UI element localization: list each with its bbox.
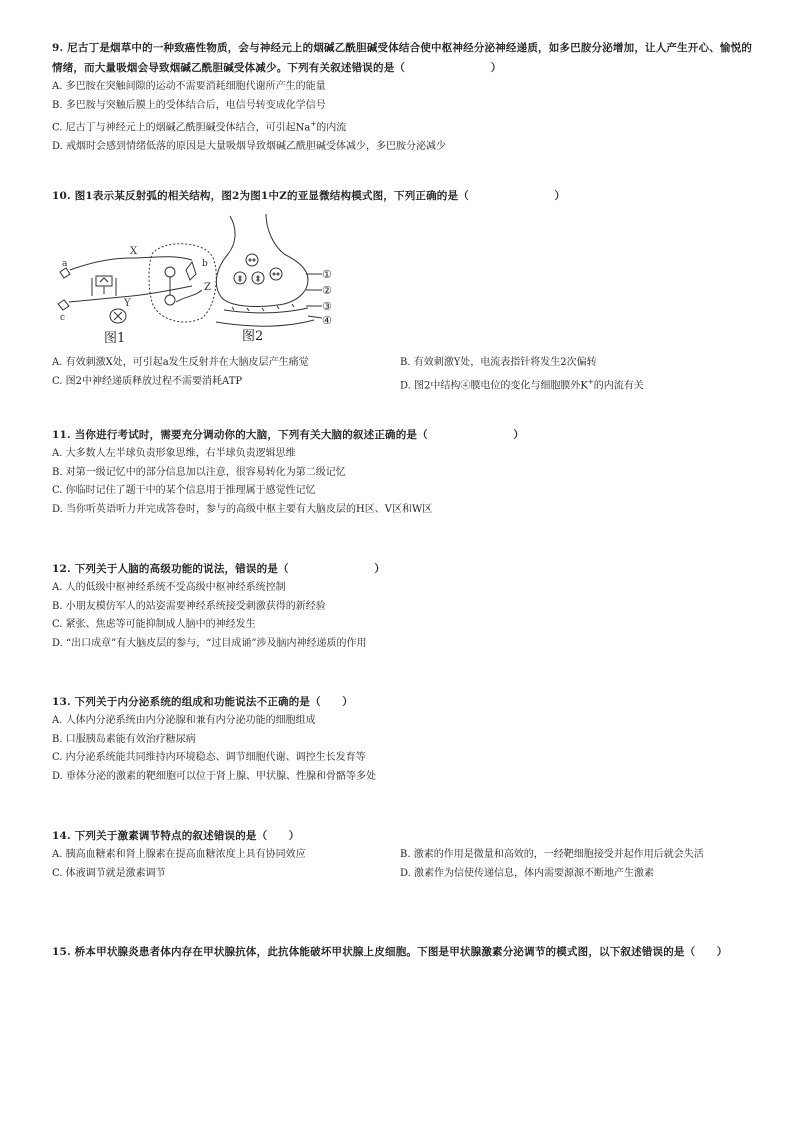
option-b: B. 小朋友模仿军人的站姿需要神经系统接受刺激获得的新经验 — [52, 600, 326, 612]
fig1-label-a: a — [62, 259, 68, 269]
option-d: D. 激素作为信使传递信息，体内需要源源不断地产生激素 — [400, 867, 655, 879]
question-10 — [52, 186, 752, 206]
fig1-label-x: X — [130, 246, 138, 257]
question-15 — [52, 942, 752, 962]
option-d: D. 当你听英语听力并完成答卷时，参与的高级中枢主要有大脑皮层的H区、V区和W区 — [52, 503, 433, 515]
fig2-mark-2: ② — [322, 284, 332, 297]
fig1-caption: 图1 — [104, 331, 126, 346]
figure-1 — [58, 244, 216, 323]
option-a: A. 人体内分泌系统由内分泌腺和兼有内分泌功能的细胞组成 — [52, 715, 316, 726]
question-14 — [52, 826, 752, 883]
option-b: B. 有效刺激Y处，电流表指针将发生2次偏转 — [400, 357, 597, 368]
question-9 — [52, 38, 752, 156]
ion-charge: + — [587, 377, 594, 386]
ion-charge: + — [310, 120, 317, 128]
question-stem: 15. 桥本甲状腺炎患者体内存在甲状腺抗体，此抗体能破坏甲状腺上皮细胞。下图是甲状腺激素分泌调节的模式图，以下叙述错误的是（ ） — [52, 946, 728, 958]
option-d — [400, 373, 748, 396]
option-b: B. 对第一级记忆中的部分信息加以注意，很容易转化为第二级记忆 — [52, 466, 346, 478]
option-d-text: D. 图2中结构④膜电位的变化与细胞膜外K — [400, 379, 588, 391]
fig1-label-b: b — [202, 259, 208, 269]
option-a: A. 胰高血糖素和肾上腺素在提高血糖浓度上具有协同效应 — [52, 849, 306, 860]
option-c: C. 紧张、焦虑等可能抑制成人脑中的神经发生 — [52, 619, 256, 630]
option-c-tail: 的内流 — [316, 122, 347, 134]
question-stem: 14. 下列关于激素调节特点的叙述错误的是（ ） — [52, 830, 300, 842]
fig2-caption: 图2 — [242, 329, 264, 344]
question-stem: 11. 当你进行考试时，需要充分调动你的大脑，下列有关大脑的叙述正确的是（ ） — [52, 429, 525, 441]
question-11 — [52, 425, 752, 519]
option-b: B. 口服胰岛素能有效治疗糖尿病 — [52, 733, 196, 745]
question-stem: 12. 下列关于人脑的高级功能的说法，错误的是（ ） — [52, 563, 386, 575]
option-c — [52, 115, 752, 138]
option-c: C. 体液调节就是激素调节 — [52, 867, 166, 879]
option-d: D. “出口成章”有大脑皮层的参与，“过目成诵”涉及脑内神经递质的作用 — [52, 637, 367, 649]
option-a: A. 人的低级中枢神经系统不受高级中枢神经系统控制 — [52, 582, 286, 593]
fig2-mark-4: ④ — [322, 314, 332, 327]
option-d: D. 垂体分泌的激素的靶细胞可以位于肾上腺、甲状腺、性腺和骨骼等多处 — [52, 770, 377, 782]
question-stem: 9. 尼古丁是烟草中的一种致癌性物质，会与神经元上的烟碱乙酰胆碱受体结合使中枢神经分泌神经递质，如多巴胺分泌增加，让人产生开心、愉悦的情绪，而大量吸烟会导致烟碱乙酰胆碱受体减少。下列有关叙述错误的是（ ） — [52, 42, 753, 74]
option-d-tail: 的内流有关 — [593, 379, 644, 391]
figure-2 — [216, 214, 322, 326]
fig1-label-y: Y — [124, 298, 131, 309]
option-a: A. 大多数人左半球负责形象思维，右半球负责逻辑思维 — [52, 448, 296, 459]
option-d: D. 戒烟时会感到情绪低落的原因是大量吸烟导致烟碱乙酰胆碱受体减少，多巴胺分泌减少 — [52, 140, 447, 152]
option-c: C. 你临时记住了题干中的某个信息用于推理属于感觉性记忆 — [52, 485, 316, 496]
option-a: A. 多巴胺在突触间隙的运动不需要消耗细胞代谢所产生的能量 — [52, 81, 326, 92]
option-a: A. 有效刺激X处，可引起a发生反射并在大脑皮层产生痛觉 — [52, 357, 309, 368]
question-13 — [52, 692, 752, 786]
question-12 — [52, 559, 752, 653]
fig2-mark-3: ③ — [322, 300, 332, 313]
question-stem: 13. 下列关于内分泌系统的组成和功能说法不正确的是（ ） — [52, 696, 353, 708]
option-c-text: C. 尼古丁与神经元上的烟碱乙酰胆碱受体结合，可引起Na — [52, 122, 311, 134]
figure-drawing — [52, 210, 362, 350]
fig1-label-c: c — [60, 313, 66, 323]
question-10-options — [52, 354, 752, 395]
option-b: B. 激素的作用是微量和高效的，一经靶细胞接受并起作用后就会失活 — [400, 849, 704, 860]
fig2-mark-1: ① — [322, 268, 332, 281]
option-b: B. 多巴胺与突触后膜上的受体结合后，电信号转变成化学信号 — [52, 99, 326, 111]
reflex-arc-figures — [52, 210, 362, 350]
option-c: C. 图2中神经递质释放过程不需要消耗ATP — [52, 375, 243, 387]
option-c: C. 内分泌系统能共同维持内环境稳态、调节细胞代谢、调控生长发育等 — [52, 752, 366, 763]
fig1-label-z: Z — [204, 282, 211, 293]
question-stem: 10. 图1表示某反射弧的相关结构，图2为图1中Z的亚显微结构模式图，下列正确的是（ ） — [52, 190, 566, 202]
